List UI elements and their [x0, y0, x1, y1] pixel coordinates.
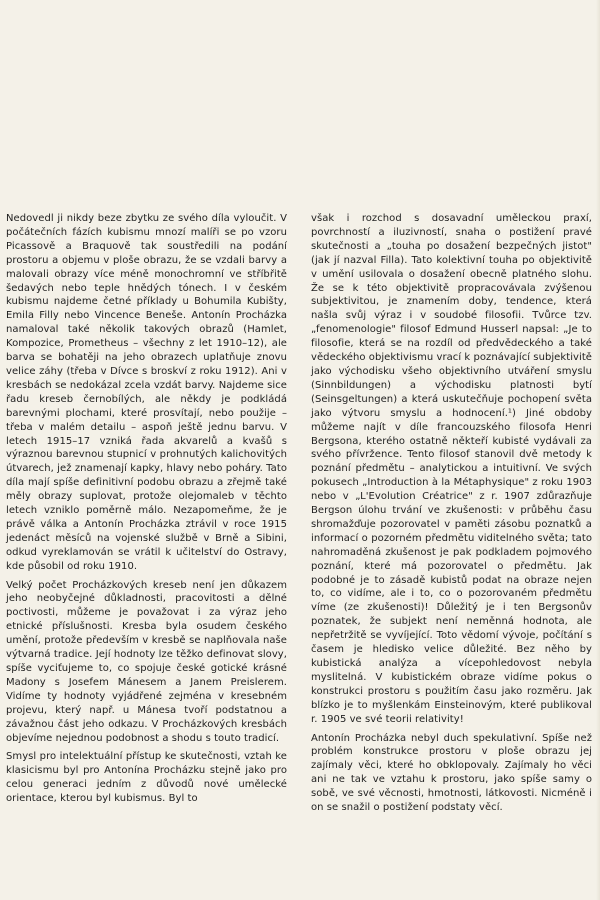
paragraph: Velký počet Procházkových kreseb není jen důkazem jeho neobyčejné důkladnosti, pracovitosti a dělné poctivosti, můžeme je považovat i za výraz jeho etnické příslušnosti. Kresba byla osudem českého umění, protože především v kresbě se naplňovala naše výtvarná tradice. Její hodnoty lze těžko definovat slovy, spíše vyciťujeme to, co spojuje české gotické krásné Madony s Josefem Mánesem a Janem Preislerem. Vidíme ty hodnoty vyjádřené zejména v kresebném projevu, který např. u Mánesa tvoří podstatnou a závažnou část jeho odkazu. V Procházkových kresbách objevíme nejednou podobnost a shodu s touto tradicí.: [6, 579, 287, 744]
paragraph: však i rozchod s dosavadní uměleckou praxí, povrchností a iluzivností, snaha o postižení pravé skutečnosti a „touha po dosažení bezpečných jistot" (jak jí nazval Filla). Tato kolektivní touha po objektivitě v umění usilovala o dosažení obecně platného slohu. Že se k této objektivitě propracovávala zvýšenou subjektivitou, je znamením doby, tendence, která našla svůj výraz i v soudobé filosofii. Tvůrce tzv. „fenomenologie" filosof Edmund Husserl napsal: „Je to filosofie, která se na rozdíl od předvědeckého a také vědeckého objektivismu vrací k poznávající subjektivitě jako východisku všeho objektivního utváření smyslu (Sinnbildungen) a východisku platnosti bytí (Seinsgeltungen) a která uskutečňuje pochopení světa jako výtvoru smyslu a hodnocení.¹) Jiné obdoby můžeme najít v díle francouzského filosofa Henri Bergsona, kterého ostatně někteří kubisté vydávali za svého přívržence. Tento filosof stanovil dvě metody k poznání předmětu – analytickou a intuitivní. Ve svých pokusech „Introduction à la Métaphysique" z roku 1903 nebo v „L'Evolution Créatrice" z r. 1907 zdůrazňuje Bergson úlohu trvání ve zkušenosti: v průběhu času shromažďuje pozorovatel v paměti zásobu poznatků a informací o pozorném předmětu viditelného světa; tato nahromaděná zkušenost je pak podkladem pojmového poznání, které má pozorovatel o předmětu. Jak podobné je to zásadě kubistů podat na obraze nejen to, co vidíme, ale i to, co o pozorovaném předmětu víme (ze zkušenosti)! Důležitý je i ten Bergsonův poznatek, že subjekt není neměnná hodnota, ale nepřetržitě se vyvíjející. Toto vědomí vývoje, počítání s časem je hledisko velice důležité. Bez něho by kubistická analýza a vícepohledovost nebyla myslitelná. V kubistickém obraze vidíme pokus o konstrukci prostoru s použitím času jako rozměru. Jak blízko je to myšlenkám Einsteinovým, které publikoval r. 1905 ve své teorii relativity!: [311, 213, 592, 725]
paragraph: Antonín Procházka nebyl duch spekulativní. Spíše než problém konstrukce prostoru v ploše obrazu jej zajímaly věci, které ho obklopovaly. Zajímaly ho věci ani ne tak ve vztahu k prostoru, jako spíše samy o sobě, ve své věcnosti, hmotnosti, látkovosti. Nicméně i on se snažil o postižení podstaty věcí.: [311, 732, 592, 814]
paragraph: Smysl pro intelektuální přístup ke skutečnosti, vztah ke klasicismu byl pro Antonína Procházku stejně jako pro celou generaci jedním z důvodů nové umělecké orientace, kterou byl kubismus. Byl to: [6, 751, 287, 805]
right-column: [311, 212, 592, 820]
left-column: [6, 212, 287, 811]
paragraph: Nedovedl ji nikdy beze zbytku ze svého díla vyloučit. V počátečních fázích kubismu mnozí malíři se po vzoru Picassově a Braquově tak soustředili na podání prostoru a objemu v ploše obrazu, že se vzdali barvy a malovali obrazy více méně monochromní ve stříbřitě šedavých nebo teple hnědých tónech. I v českém kubismu najdeme četné příklady u Bohumila Kubišty, Emila Filly nebo Vincence Beneše. Antonín Procházka namaloval také několik takových obrazů (Hamlet, Kompozice, Prometheus – všechny z let 1910–12), ale barva se bohatěji na jeho obrazech uplatňuje znovu velice záhy (třeba v Dívce s broskví z roku 1912). Ani v kresbách se nedokázal zcela vzdát barvy. Najdeme sice řadu kreseb černobílých, ale někdy je podkládá barevnými plochami, které prosvítají, nebo použije – třeba v malém detailu – aspoň ještě jednu barvu. V letech 1915–17 vzniká řada akvarelů a kvašů s výraznou barevnou stupnicí v prohnutých kalichovitých útvarech, jež znamenají kapky, hlavy nebo poháry. Tato díla mají spíše definitivní podobu obrazu a zřejmě také měly obrazy suplovat, protože olejomaleb v těchto letech vzniklo poměrně málo. Nezapomeňme, že je právě válka a Antonín Procházka ztrávil v roce 1915 jedenáct měsíců na vojenské službě v Brně a Sibini, odkud vyreklamován se vrátil k učitelství do Ostravy, kde působil od roku 1910.: [6, 213, 287, 572]
page-edge-shadow: [596, 0, 600, 900]
